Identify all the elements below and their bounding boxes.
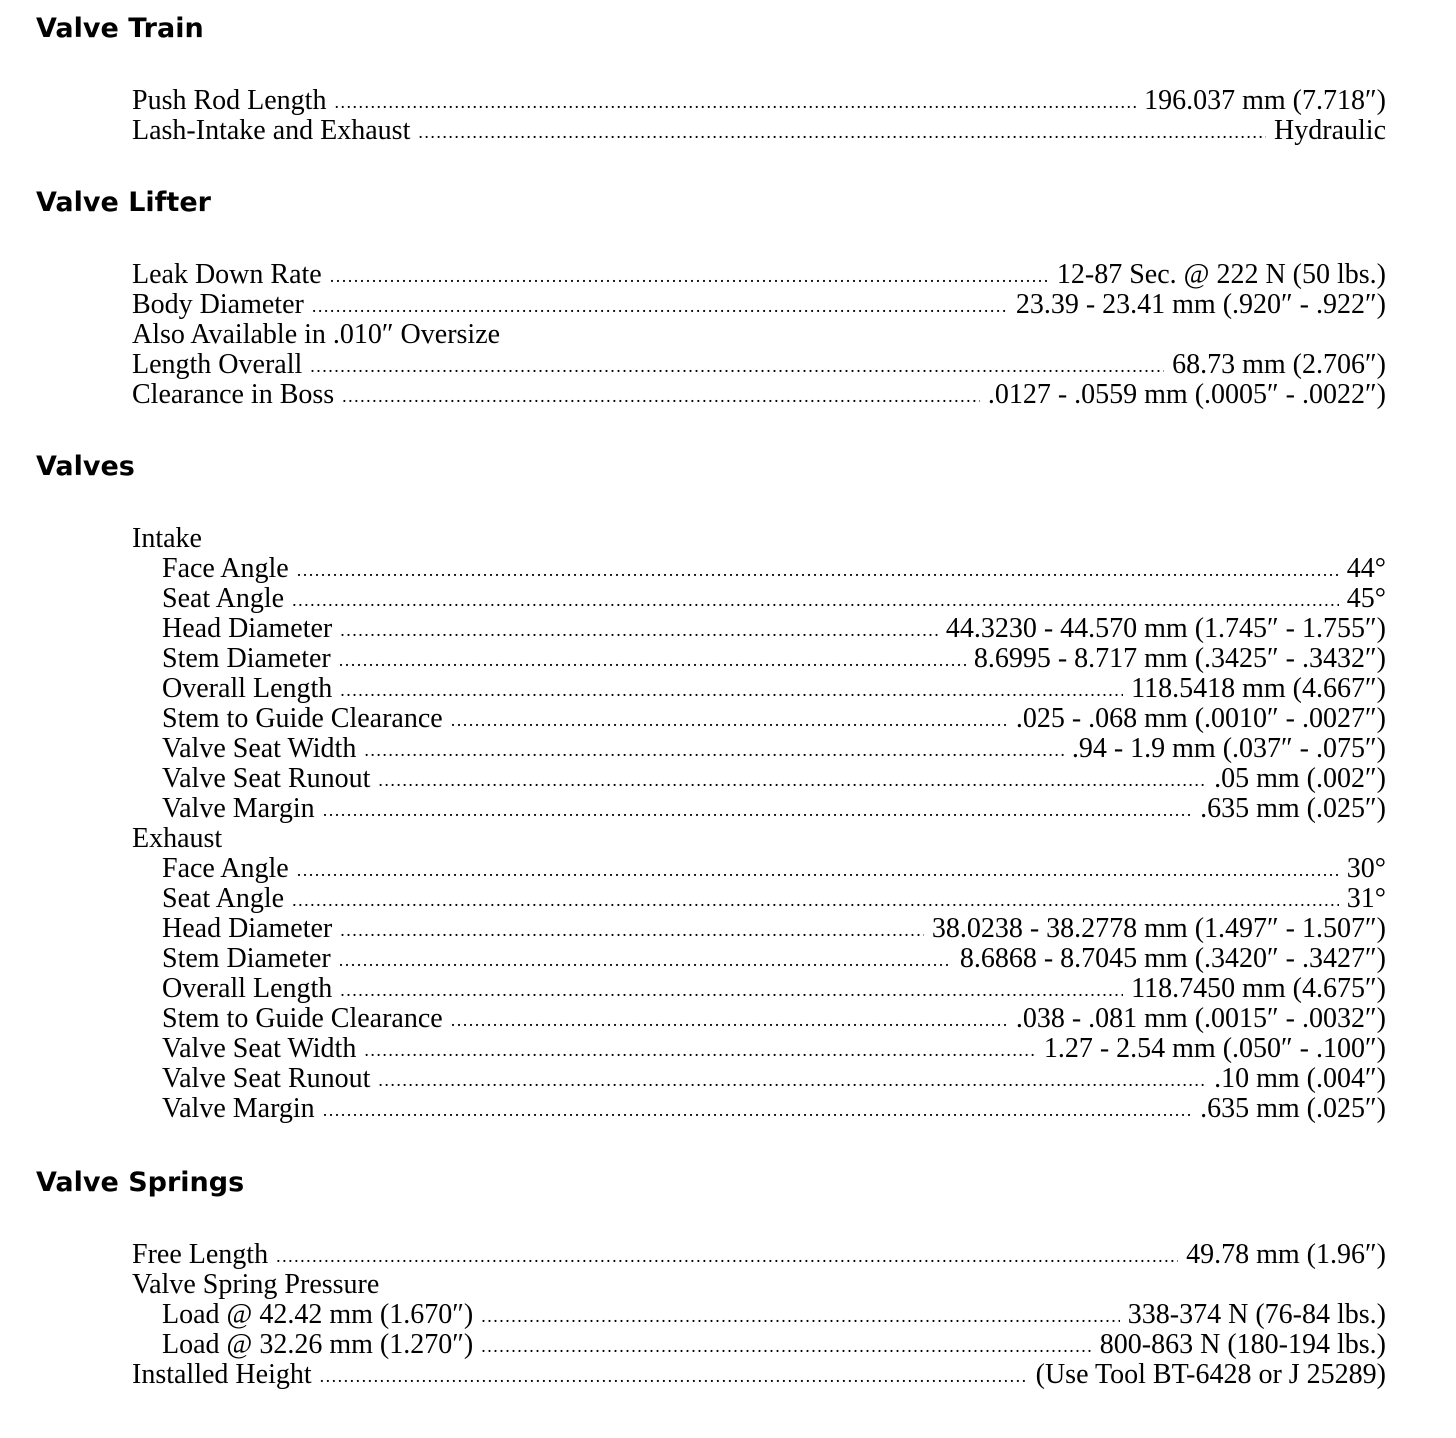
spec-row-load-2 (162, 1330, 1386, 1360)
spec-value: 49.78 mm (1.96″) (1186, 1239, 1386, 1270)
dot-leader (276, 1245, 1178, 1267)
spec-row-exhaust-overall-length (162, 974, 1386, 1004)
spec-label: Leak Down Rate (132, 259, 322, 290)
dot-leader (364, 739, 1063, 761)
spec-value: .10 mm (.004″) (1214, 1063, 1386, 1094)
spec-row-intake-valve-seat-runout (162, 764, 1386, 794)
spec-label: Load @ 32.26 mm (1.270″) (162, 1329, 474, 1360)
spec-label: Lash-Intake and Exhaust (132, 115, 411, 146)
dot-leader (334, 91, 1136, 113)
spec-label: Seat Angle (162, 583, 285, 614)
spec-row-exhaust-seat-angle (162, 884, 1386, 914)
spec-value: .05 mm (.002″) (1214, 763, 1386, 794)
subheading-intake: Intake (132, 523, 202, 554)
dot-leader (297, 559, 1339, 581)
spec-value: Hydraulic (1274, 115, 1386, 146)
spec-row-intake-overall-length (162, 674, 1386, 704)
dot-leader (339, 649, 966, 671)
spec-label: Stem Diameter (162, 643, 331, 674)
spec-label: Valve Margin (162, 793, 315, 824)
spec-label: Overall Length (162, 673, 333, 704)
spec-label: Valve Seat Width (162, 1033, 357, 1064)
spec-row-exhaust-head-diameter (162, 914, 1386, 944)
spec-value: .94 - 1.9 mm (.037″ - .075″) (1071, 733, 1386, 764)
spec-value: 8.6868 - 8.7045 mm (.3420″ - .3427″) (959, 943, 1386, 974)
spec-note-oversize: Also Available in .010″ Oversize (132, 319, 501, 350)
spec-value: 1.27 - 2.54 mm (.050″ - .100″) (1043, 1033, 1386, 1064)
section-heading-valve-springs: Valve Springs (36, 1167, 245, 1198)
spec-row-body-diameter (132, 290, 1386, 320)
spec-row-exhaust-stem-to-guide (162, 1004, 1386, 1034)
dot-leader (378, 769, 1206, 791)
spec-label: Valve Margin (162, 1093, 315, 1124)
spec-row-intake-face-angle (162, 554, 1386, 584)
dot-leader (481, 1335, 1092, 1357)
spec-value: 118.5418 mm (4.667″) (1131, 673, 1386, 704)
spec-value: 31° (1346, 883, 1386, 914)
spec-value: 44.3230 - 44.570 mm (1.745″ - 1.755″) (945, 613, 1386, 644)
section-heading-valve-lifter: Valve Lifter (36, 187, 211, 218)
section-heading-valves: Valves (36, 451, 135, 482)
spec-row-installed-height (132, 1360, 1386, 1390)
spec-value: .635 mm (.025″) (1200, 1093, 1386, 1124)
spec-row-free-length (132, 1240, 1386, 1270)
spec-value: 38.0238 - 38.2778 mm (1.497″ - 1.507″) (931, 913, 1386, 944)
dot-leader (378, 1069, 1206, 1091)
dot-leader (340, 979, 1123, 1001)
dot-leader (342, 385, 980, 407)
dot-leader (330, 265, 1049, 287)
spec-row-exhaust-valve-seat-runout (162, 1064, 1386, 1094)
spec-label: Stem Diameter (162, 943, 331, 974)
spec-label: Head Diameter (162, 913, 333, 944)
dot-leader (323, 799, 1192, 821)
spec-value: 45° (1346, 583, 1386, 614)
spec-row-push-rod-length (132, 86, 1386, 116)
spec-row-exhaust-valve-margin (162, 1094, 1386, 1124)
subheading-exhaust: Exhaust (132, 823, 223, 854)
spec-value: .038 - .081 mm (.0015″ - .0032″) (1015, 1003, 1386, 1034)
dot-leader (451, 1009, 1008, 1031)
dot-leader (310, 355, 1164, 377)
spec-value: (Use Tool BT-6428 or J 25289) (1035, 1359, 1386, 1390)
spec-label: Installed Height (132, 1359, 312, 1390)
spec-label: Valve Seat Runout (162, 1063, 371, 1094)
dot-leader (297, 859, 1339, 881)
spec-label: Face Angle (162, 553, 289, 584)
spec-label: Valve Seat Width (162, 733, 357, 764)
spec-label: Free Length (132, 1239, 269, 1270)
spec-row-intake-valve-margin (162, 794, 1386, 824)
dot-leader (323, 1099, 1192, 1121)
spec-row-exhaust-face-angle (162, 854, 1386, 884)
spec-row-intake-valve-seat-width (162, 734, 1386, 764)
spec-row-exhaust-stem-diameter (162, 944, 1386, 974)
spec-value: 30° (1346, 853, 1386, 884)
spec-row-intake-stem-diameter (162, 644, 1386, 674)
spec-value: 196.037 mm (7.718″) (1144, 85, 1386, 116)
spec-row-leak-down-rate (132, 260, 1386, 290)
spec-value: 8.6995 - 8.717 mm (.3425″ - .3432″) (973, 643, 1386, 674)
spec-value: .0127 - .0559 mm (.0005″ - .0022″) (987, 379, 1386, 410)
spec-value: .025 - .068 mm (.0010″ - .0027″) (1015, 703, 1386, 734)
dot-leader (292, 889, 1339, 911)
spec-value: 23.39 - 23.41 mm (.920″ - .922″) (1015, 289, 1386, 320)
spec-label: Length Overall (132, 349, 303, 380)
spec-label: Valve Seat Runout (162, 763, 371, 794)
spec-label: Stem to Guide Clearance (162, 1003, 443, 1034)
spec-row-intake-seat-angle (162, 584, 1386, 614)
spec-row-intake-stem-to-guide (162, 704, 1386, 734)
spec-row-load-1 (162, 1300, 1386, 1330)
dot-leader (451, 709, 1008, 731)
dot-leader (340, 919, 924, 941)
dot-leader (312, 295, 1008, 317)
spec-label: Clearance in Boss (132, 379, 335, 410)
spec-row-exhaust-valve-seat-width (162, 1034, 1386, 1064)
dot-leader (339, 949, 952, 971)
spec-row-lash (132, 116, 1386, 146)
spec-row-length-overall (132, 350, 1386, 380)
spec-value: 12-87 Sec. @ 222 N (50 lbs.) (1056, 259, 1386, 290)
dot-leader (320, 1365, 1028, 1387)
spec-label: Body Diameter (132, 289, 304, 320)
spec-row-intake-head-diameter (162, 614, 1386, 644)
spec-label: Face Angle (162, 853, 289, 884)
dot-leader (418, 121, 1266, 143)
subheading-valve-spring-pressure: Valve Spring Pressure (132, 1269, 380, 1300)
spec-value: 800-863 N (180-194 lbs.) (1099, 1329, 1386, 1360)
spec-value: 118.7450 mm (4.675″) (1131, 973, 1386, 1004)
dot-leader (292, 589, 1339, 611)
dot-leader (340, 619, 938, 641)
spec-label: Head Diameter (162, 613, 333, 644)
spec-label: Seat Angle (162, 883, 285, 914)
spec-label: Overall Length (162, 973, 333, 1004)
spec-row-clearance-in-boss (132, 380, 1386, 410)
dot-leader (364, 1039, 1035, 1061)
spec-value: 338-374 N (76-84 lbs.) (1127, 1299, 1386, 1330)
spec-label: Load @ 42.42 mm (1.670″) (162, 1299, 474, 1330)
spec-label: Stem to Guide Clearance (162, 703, 443, 734)
spec-label: Push Rod Length (132, 85, 327, 116)
spec-value: 44° (1346, 553, 1386, 584)
dot-leader (340, 679, 1123, 701)
dot-leader (481, 1305, 1120, 1327)
spec-value: .635 mm (.025″) (1200, 793, 1386, 824)
spec-value: 68.73 mm (2.706″) (1172, 349, 1386, 380)
section-heading-valve-train: Valve Train (36, 13, 204, 44)
